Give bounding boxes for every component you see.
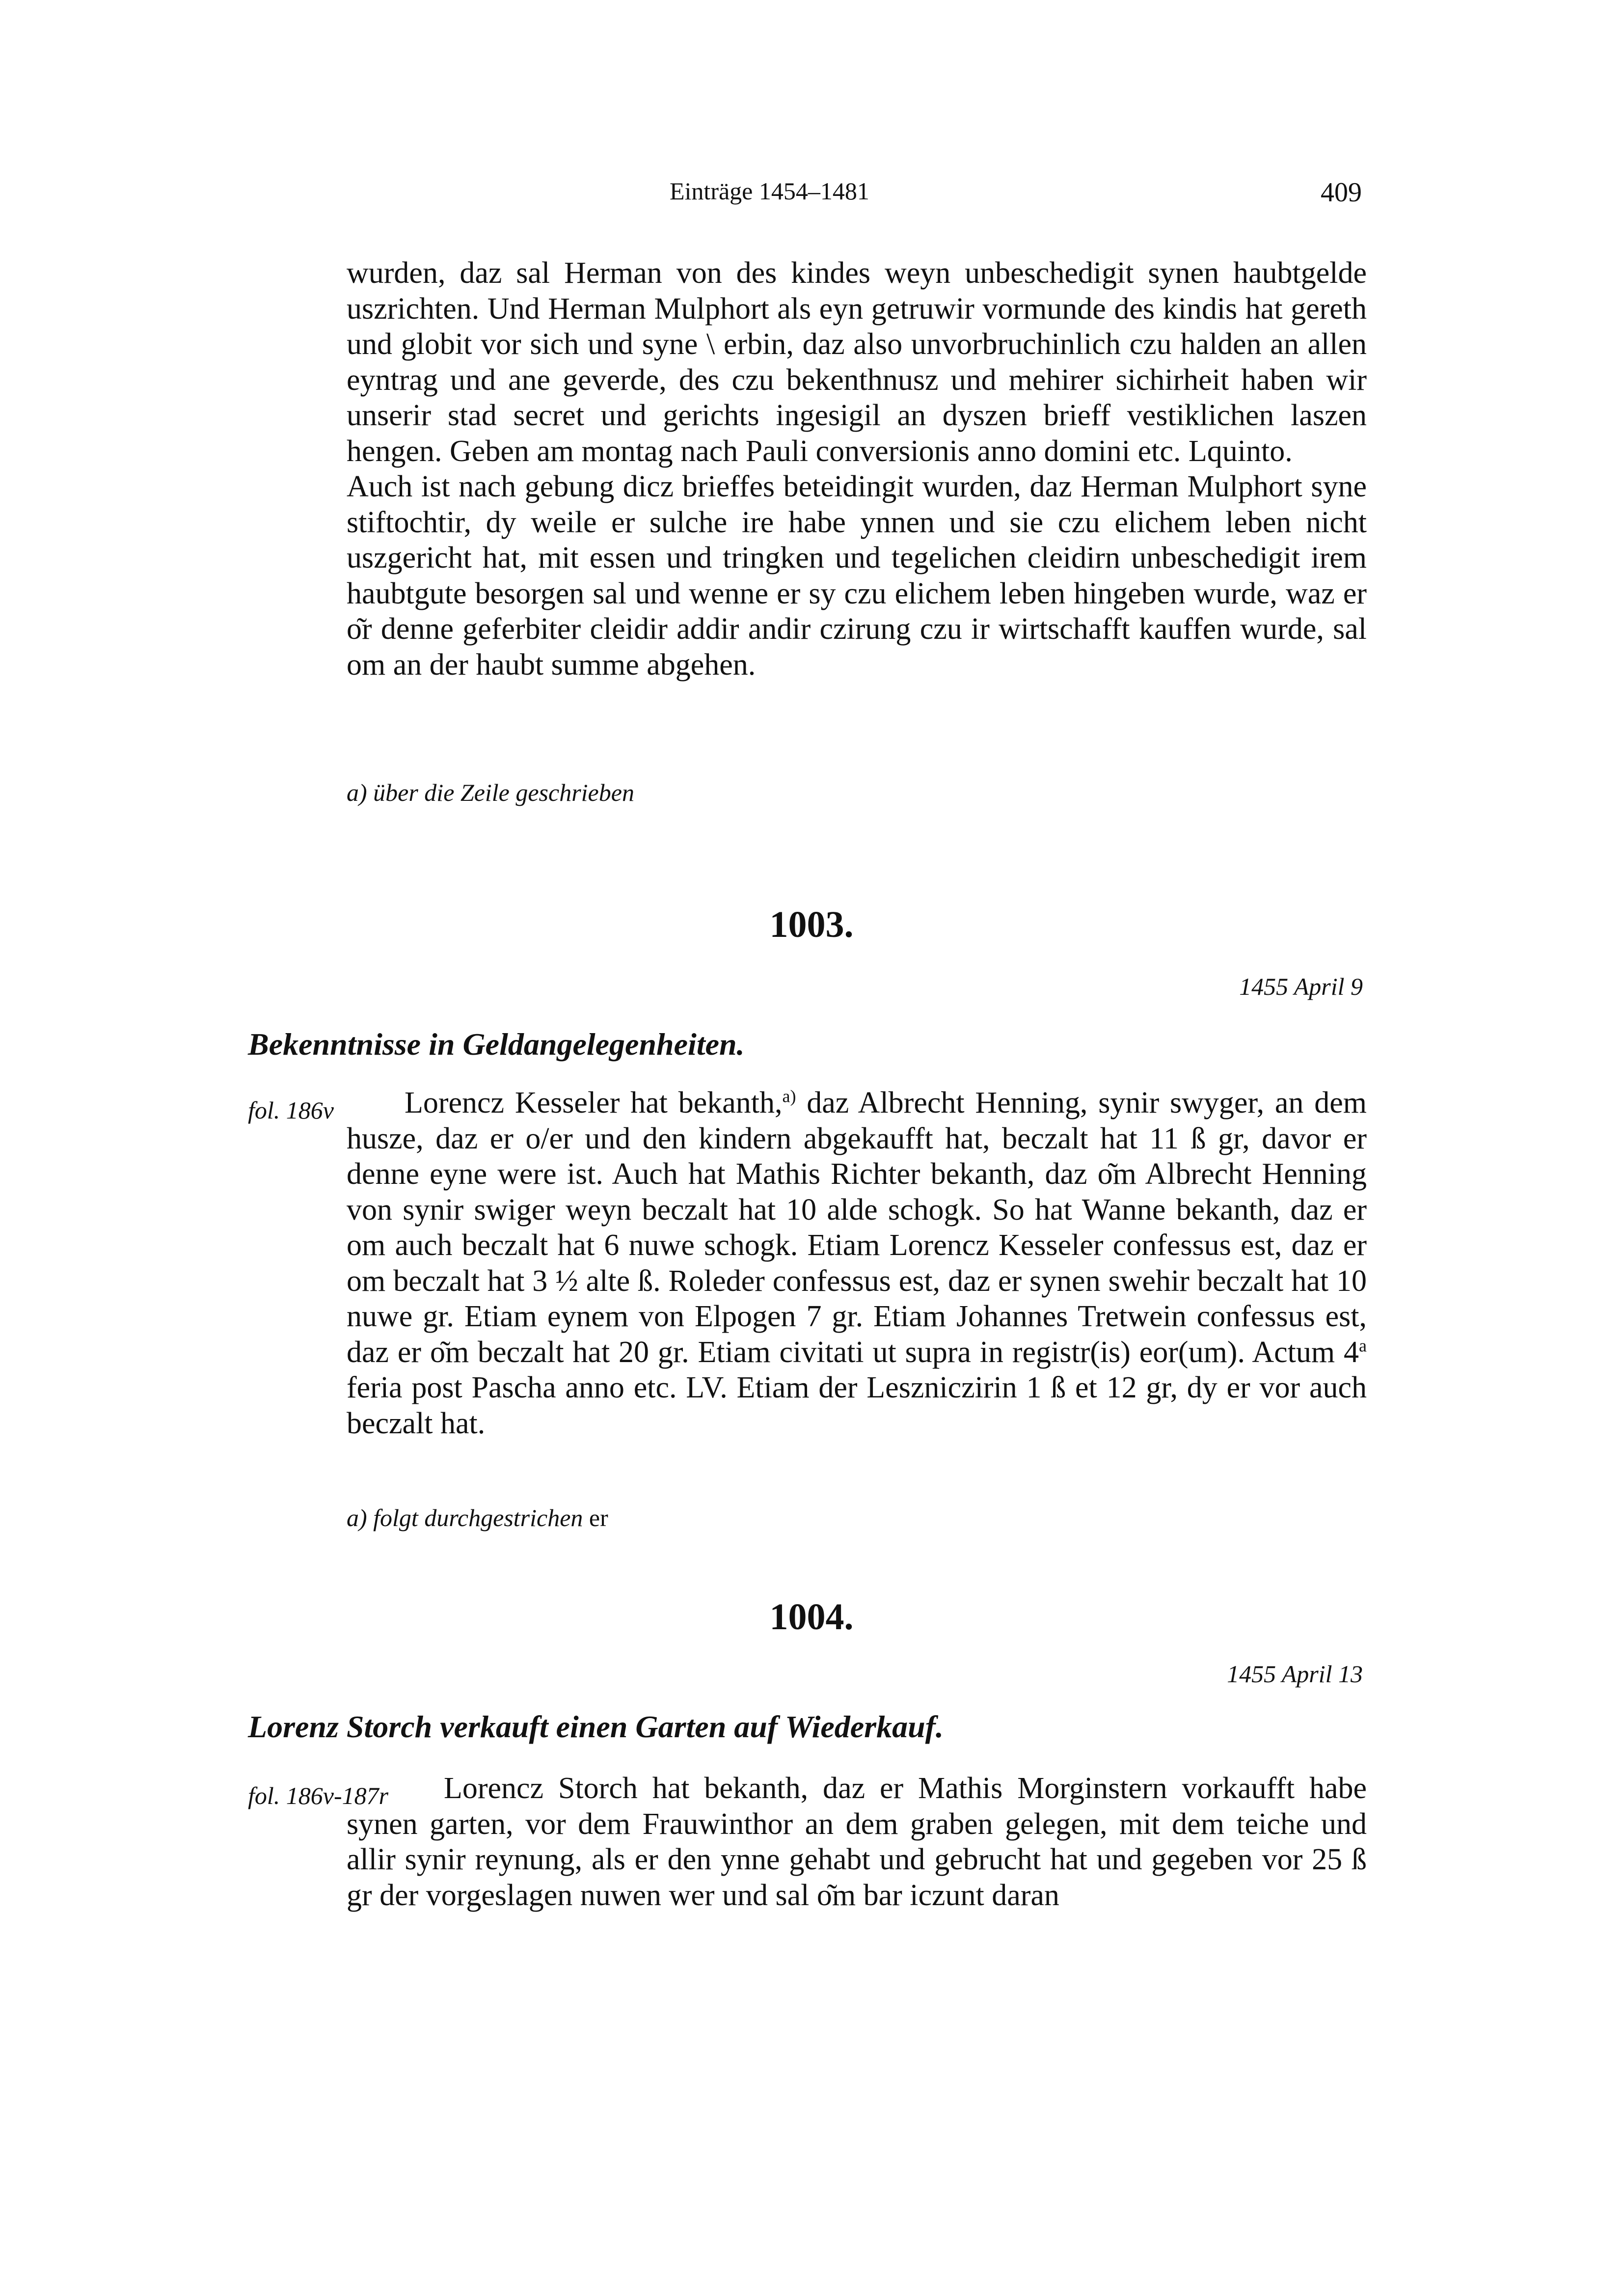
entry-text-end: feria post Pascha anno etc. LV. Etiam der Leszniczirin 1 ß et 12 gr, dy er vor auch beczalt hat.	[347, 1371, 1367, 1440]
entry-date-1004: 1455 April 13	[1227, 1660, 1363, 1688]
folio-ref-1003: fol. 186v	[248, 1096, 334, 1124]
continuation-paragraph-1: wurden, daz sal Herman von des kindes weyn unbeschedigit synen haubtgelde uszrichten. Und Herman Mulphort als eyn getruwir vormunde des kindis hat gereth und globit vor sich und syne \ erbin, daz also unvorbruchinlich czu halden an allen eyntrag und ane geverde, des czu bekenthnusz und mehirer sichirheit haben wir unserir stad secret und gerichts ingesigil an dyszen brieff vestiklichen laszen hengen. Geben am montag nach Pauli conversionis anno domini etc. Lquinto.	[347, 256, 1367, 468]
entry-text-middle: daz Albrecht Henning, synir swyger, an dem husze, daz er o/er und den kindern abgekaufft hat, beczalt hat 11 ß gr, davor er denne eyne were ist. Auch hat Mathis Richter bekanth, daz o͂m Albrecht Henning von synir swiger weyn beczalt hat 10 alde schogk. So hat Wanne bekanth, daz er om auch beczalt hat 6 nuwe schogk. Etiam Lorencz Kesseler confessus est, daz er om beczalt hat 3 ½ alte ß. Roleder confessus est, daz er synen swehir beczalt hat 10 nuwe gr. Etiam eynem von Elpogen 7 gr. Etiam Johannes Tretwein confessus est, daz er o͂m beczalt hat 20 gr. Etiam civitati ut supra in registr(is) eor(um). Actum 4	[347, 1086, 1367, 1369]
entry-title-1003: Bekenntnisse in Geldangelegenheiten.	[248, 1027, 745, 1062]
entry-number-1004: 1004.	[769, 1596, 854, 1638]
superscript-a: a	[1359, 1335, 1367, 1355]
entry-date-1003: 1455 April 9	[1239, 973, 1363, 1000]
footnote-plain: er	[583, 1504, 608, 1531]
continuation-text	[347, 255, 1367, 683]
folio-ref-1004: fol. 186v-187r	[248, 1782, 389, 1809]
page-number: 409	[1321, 177, 1362, 208]
entry-text-1003	[347, 1085, 1367, 1441]
page-header	[0, 177, 1623, 211]
entry-paragraph-1003	[347, 1085, 1367, 1441]
running-head: Einträge 1454–1481	[670, 177, 869, 205]
footnote-marker: a)	[782, 1086, 796, 1106]
entry-text-start: Lorencz Kesseler hat bekanth,	[405, 1086, 783, 1120]
entry-number-1003: 1003.	[769, 904, 854, 945]
entry-title-1004: Lorenz Storch verkauft einen Garten auf Wiederkauf.	[248, 1709, 944, 1744]
entry-text-1004	[347, 1771, 1367, 1913]
footnote-continuation: a) über die Zeile geschrieben	[347, 779, 634, 806]
continuation-paragraph-2: Auch ist nach gebung dicz brieffes beteidingit wurden, daz Herman Mulphort syne stiftochtir, dy weile er sulche ire habe ynnen und sie czu elichem leben nicht uszgericht hat, mit essen und tringken und tegelichen cleidirn unbeschedigit irem haubtgute besorgen sal und wenne er sy czu elichem leben hingeben wurde, waz er o͂r denne geferbiter cleidir addir andir czirung czu ir wirtschafft kauffen wurde, sal om an der haubt summe abgehen.	[347, 470, 1367, 682]
footnote-1003	[347, 1503, 608, 1532]
footnote-italic: a) folgt durchgestrichen	[347, 1504, 583, 1531]
entry-paragraph-1004: Lorencz Storch hat bekanth, daz er Mathis Morginstern vorkaufft habe synen garten, vor dem Frauwinthor an dem graben gelegen, mit dem teiche und allir synir reynung, als er den ynne gehabt und gebrucht hat und gegeben vor 25 ß gr der vorgeslagen nuwen wer und sal o͂m bar iczunt daran	[347, 1772, 1367, 1912]
